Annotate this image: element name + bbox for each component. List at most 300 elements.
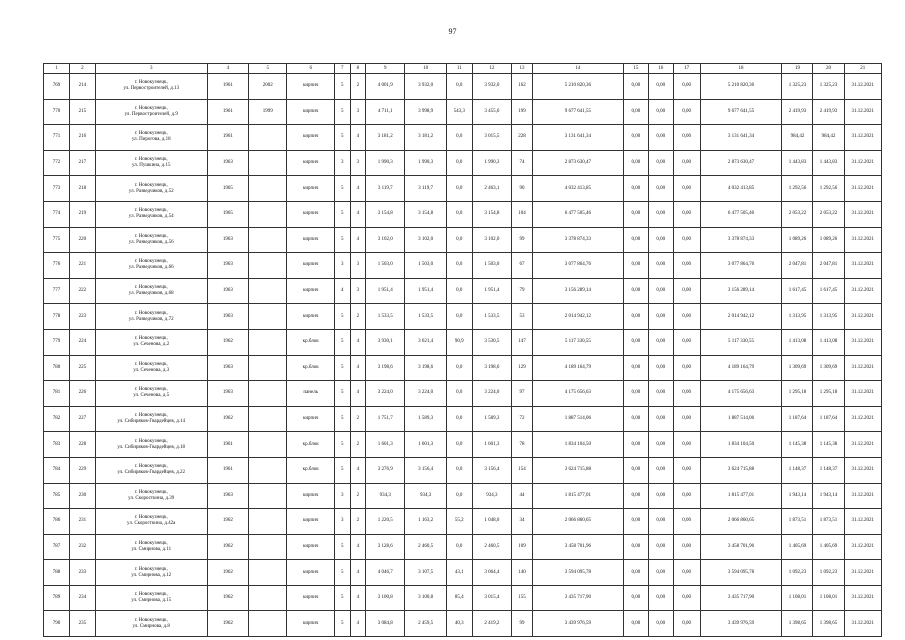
cell-year2 — [249, 483, 287, 509]
cell-area-priv: 3 102,0 — [472, 227, 511, 253]
cell-id: 216 — [69, 125, 95, 151]
table-body — [44, 74, 882, 637]
table-row — [44, 304, 882, 330]
cell-entrances: 2 — [350, 509, 366, 535]
cell-cost2: 1 834 104,50 — [700, 432, 782, 458]
cell-residents: 162 — [512, 74, 533, 100]
cell-cost2: 3 077 864,76 — [700, 253, 782, 279]
address-cell — [95, 457, 207, 483]
cell-area-total: 934,3 — [366, 483, 405, 509]
cell-n: 771 — [44, 125, 70, 151]
cell-unit2: 1 943,14 — [813, 483, 844, 509]
cell-date: 31.12.2021 — [844, 560, 881, 586]
table-row — [44, 611, 882, 637]
cell-area-nonres: 0,0 — [446, 457, 472, 483]
cell-area-priv: 3 224,0 — [472, 381, 511, 407]
cell-cost2: 3 435 717,90 — [700, 585, 782, 611]
column-header: 17 — [673, 64, 700, 74]
cell-date: 31.12.2021 — [844, 585, 881, 611]
cell-n: 783 — [44, 432, 70, 458]
address-city: г. Новокузнецк, — [134, 515, 168, 521]
cell-area-res: 3 181,2 — [405, 125, 446, 151]
address-city: г. Новокузнецк, — [134, 285, 168, 291]
cell-c15: 0,00 — [623, 585, 648, 611]
cell-c17: 0,00 — [673, 432, 700, 458]
column-header: 1 — [44, 64, 70, 74]
cell-area-nonres: 0,0 — [446, 125, 472, 151]
cell-date: 31.12.2021 — [844, 278, 881, 304]
address-street: ул. Пушкина, д.15 — [131, 163, 171, 169]
cell-unit2: 984,42 — [813, 125, 844, 151]
table-row — [44, 381, 882, 407]
cell-area-priv: 1 601,3 — [472, 432, 511, 458]
cell-c16: 0,00 — [648, 355, 673, 381]
cell-area-res: 1 601,3 — [405, 432, 446, 458]
address-street: ул. Смирнова, д.8 — [132, 623, 170, 629]
cell-entrances: 2 — [350, 432, 366, 458]
cell-n: 779 — [44, 329, 70, 355]
address-street: ул. Смирнова, д.12 — [131, 572, 172, 578]
cell-area-nonres: 0,0 — [446, 278, 472, 304]
cell-entrances: 4 — [350, 329, 366, 355]
cell-material: кирпич — [287, 74, 335, 100]
cell-cost2: 3 624 715,88 — [700, 457, 782, 483]
cell-area-priv: 3 455,6 — [472, 99, 511, 125]
cell-floors: 5 — [335, 560, 351, 586]
cell-c17: 0,00 — [673, 278, 700, 304]
cell-unit2: 1 325,23 — [813, 74, 844, 100]
cell-c17: 0,00 — [673, 509, 700, 535]
cell-area-res: 3 102,0 — [405, 227, 446, 253]
cell-area-priv: 3 015,4 — [472, 585, 511, 611]
cell-n: 789 — [44, 585, 70, 611]
address-city: г. Новокузнецк, — [134, 464, 168, 470]
cell-unit2: 1 405,69 — [813, 534, 844, 560]
cell-cost: 4 032 413,85 — [532, 176, 623, 202]
cell-area-res: 3 932,0 — [405, 74, 446, 100]
cell-year: 1962 — [207, 534, 248, 560]
cell-area-res: 3 156,4 — [405, 457, 446, 483]
cell-id: 234 — [69, 585, 95, 611]
cell-date: 31.12.2021 — [844, 176, 881, 202]
cell-year2 — [249, 304, 287, 330]
cell-id: 218 — [69, 176, 95, 202]
cell-unit2: 1 295,18 — [813, 381, 844, 407]
cell-area-priv: 3 198,6 — [472, 355, 511, 381]
cell-area-res: 1 990,3 — [405, 150, 446, 176]
cell-area-total: 1 503,0 — [366, 253, 405, 279]
cell-c17: 0,00 — [673, 611, 700, 637]
cell-year2 — [249, 509, 287, 535]
cell-unit2: 2 053,22 — [813, 201, 844, 227]
address-cell — [95, 304, 207, 330]
cell-n: 773 — [44, 176, 70, 202]
column-header: 21 — [844, 64, 881, 74]
cell-residents: 228 — [512, 125, 533, 151]
cell-cost: 2 066 860,65 — [532, 509, 623, 535]
page-number: 97 — [448, 27, 457, 36]
table-row — [44, 457, 882, 483]
column-header: 4 — [207, 64, 248, 74]
cell-area-nonres: 90,9 — [446, 329, 472, 355]
cell-unit2: 1 313,95 — [813, 304, 844, 330]
address-street: ул. Скоросткина, д.39 — [128, 495, 175, 501]
cell-unit2: 1 108,01 — [813, 585, 844, 611]
cell-unit: 1 313,95 — [782, 304, 813, 330]
cell-year: 1962 — [207, 585, 248, 611]
cell-c16: 0,00 — [648, 611, 673, 637]
cell-residents: 140 — [512, 560, 533, 586]
cell-area-priv: 1 589,3 — [472, 406, 511, 432]
address-cell — [95, 406, 207, 432]
cell-c15: 0,00 — [623, 432, 648, 458]
cell-unit: 1 092,23 — [782, 560, 813, 586]
cell-material: кр.блок — [287, 355, 335, 381]
cell-cost2: 3 594 095,78 — [700, 560, 782, 586]
cell-entrances: 4 — [350, 381, 366, 407]
address-street: ул. Скоросткина, д.42а — [127, 521, 176, 527]
cell-residents: 199 — [512, 99, 533, 125]
cell-id: 220 — [69, 227, 95, 253]
cell-id: 232 — [69, 534, 95, 560]
cell-n: 781 — [44, 381, 70, 407]
cell-unit: 1 292,56 — [782, 176, 813, 202]
cell-year: 1965 — [207, 176, 248, 202]
cell-id: 222 — [69, 278, 95, 304]
address-street: ул. Сибиряков-Гвардейцев, д.14 — [117, 419, 186, 425]
cell-residents: 34 — [512, 509, 533, 535]
cell-c16: 0,00 — [648, 560, 673, 586]
cell-material: панель — [287, 381, 335, 407]
cell-id: 214 — [69, 74, 95, 100]
cell-area-res: 3 198,6 — [405, 355, 446, 381]
cell-area-total: 3 102,0 — [366, 227, 405, 253]
cell-area-nonres: 0,0 — [446, 227, 472, 253]
cell-c16: 0,00 — [648, 406, 673, 432]
address-cell — [95, 176, 207, 202]
cell-year2 — [249, 560, 287, 586]
address-street: ул. Разведчиков, д.54 — [128, 214, 174, 220]
table-row — [44, 253, 882, 279]
column-header: 5 — [249, 64, 287, 74]
cell-c17: 0,00 — [673, 534, 700, 560]
cell-c15: 0,00 — [623, 457, 648, 483]
cell-area-total: 3 119,7 — [366, 176, 405, 202]
cell-year2: 2002 — [249, 74, 287, 100]
cell-floors: 5 — [335, 74, 351, 100]
cell-c17: 0,00 — [673, 201, 700, 227]
column-header: 8 — [350, 64, 366, 74]
cell-area-total: 4 001,9 — [366, 74, 405, 100]
cell-residents: 104 — [512, 201, 533, 227]
cell-id: 224 — [69, 329, 95, 355]
cell-cost2: 5 210 820,36 — [700, 74, 782, 100]
cell-n: 778 — [44, 304, 70, 330]
cell-area-total: 3 154,8 — [366, 201, 405, 227]
cell-c17: 0,00 — [673, 125, 700, 151]
column-header: 6 — [287, 64, 335, 74]
cell-area-total: 3 181,2 — [366, 125, 405, 151]
cell-material: кр.блок — [287, 329, 335, 355]
cell-floors: 3 — [335, 509, 351, 535]
cell-residents: 155 — [512, 585, 533, 611]
address-cell — [95, 125, 207, 151]
cell-area-res: 3 119,7 — [405, 176, 446, 202]
cell-residents: 99 — [512, 611, 533, 637]
cell-entrances: 3 — [350, 253, 366, 279]
cell-c17: 0,00 — [673, 381, 700, 407]
cell-year: 1962 — [207, 560, 248, 586]
cell-material: кирпич — [287, 176, 335, 202]
cell-floors: 5 — [335, 611, 351, 637]
cell-year2 — [249, 176, 287, 202]
cell-cost2: 2 014 942,12 — [700, 304, 782, 330]
cell-unit2: 2 047,81 — [813, 253, 844, 279]
cell-unit2: 1 309,69 — [813, 355, 844, 381]
cell-c15: 0,00 — [623, 74, 648, 100]
cell-id: 225 — [69, 355, 95, 381]
address-street: ул. Смирнова, д.11 — [131, 546, 172, 552]
cell-cost2: 1 815 477,01 — [700, 483, 782, 509]
cell-cost: 2 014 942,12 — [532, 304, 623, 330]
cell-cost2: 6 477 505,46 — [700, 201, 782, 227]
cell-area-priv: 1 951,4 — [472, 278, 511, 304]
cell-area-total: 3 100,8 — [366, 585, 405, 611]
cell-entrances: 2 — [350, 406, 366, 432]
table-row — [44, 509, 882, 535]
cell-floors: 3 — [335, 253, 351, 279]
cell-residents: 74 — [512, 150, 533, 176]
cell-entrances: 4 — [350, 176, 366, 202]
cell-unit: 1 873,51 — [782, 509, 813, 535]
cell-area-res: 1 589,3 — [405, 406, 446, 432]
cell-residents: 147 — [512, 329, 533, 355]
cell-c15: 0,00 — [623, 355, 648, 381]
cell-n: 775 — [44, 227, 70, 253]
column-header: 3 — [95, 64, 207, 74]
cell-c15: 0,00 — [623, 304, 648, 330]
column-number-row — [44, 64, 882, 74]
cell-area-priv: 934,3 — [472, 483, 511, 509]
address-cell — [95, 432, 207, 458]
address-street: ул. Смирнова, д.15 — [131, 598, 172, 604]
cell-unit2: 1 398,65 — [813, 611, 844, 637]
cell-floors: 4 — [335, 278, 351, 304]
cell-c17: 0,00 — [673, 355, 700, 381]
cell-entrances: 4 — [350, 125, 366, 151]
cell-n: 782 — [44, 406, 70, 432]
cell-cost: 3 624 715,88 — [532, 457, 623, 483]
cell-entrances: 4 — [350, 534, 366, 560]
cell-date: 31.12.2021 — [844, 227, 881, 253]
cell-year: 1965 — [207, 201, 248, 227]
cell-date: 31.12.2021 — [844, 381, 881, 407]
cell-material: кирпич — [287, 585, 335, 611]
cell-n: 784 — [44, 457, 70, 483]
cell-cost: 3 435 717,90 — [532, 585, 623, 611]
column-header: 18 — [700, 64, 782, 74]
cell-unit: 1 398,65 — [782, 611, 813, 637]
cell-c16: 0,00 — [648, 457, 673, 483]
cell-floors: 5 — [335, 201, 351, 227]
cell-area-total: 1 751,7 — [366, 406, 405, 432]
cell-unit2: 2 419,93 — [813, 99, 844, 125]
cell-year: 1961 — [207, 125, 248, 151]
cell-cost: 1 887 514,06 — [532, 406, 623, 432]
cell-year: 1963 — [207, 253, 248, 279]
cell-unit: 984,42 — [782, 125, 813, 151]
column-header: 15 — [623, 64, 648, 74]
cell-area-nonres: 0,0 — [446, 534, 472, 560]
cell-c16: 0,00 — [648, 227, 673, 253]
cell-area-priv: 2 419,2 — [472, 611, 511, 637]
address-city: г. Новокузнецк, — [134, 233, 168, 239]
cell-c15: 0,00 — [623, 227, 648, 253]
cell-year2 — [249, 585, 287, 611]
cell-residents: 67 — [512, 253, 533, 279]
cell-area-total: 1 601,3 — [366, 432, 405, 458]
cell-id: 229 — [69, 457, 95, 483]
cell-year2 — [249, 201, 287, 227]
cell-area-total: 3 276,9 — [366, 457, 405, 483]
cell-floors: 5 — [335, 176, 351, 202]
cell-n: 774 — [44, 201, 70, 227]
table-row — [44, 432, 882, 458]
cell-area-total: 1 220,5 — [366, 509, 405, 535]
cell-entrances: 4 — [350, 355, 366, 381]
cell-area-nonres: 0,0 — [446, 483, 472, 509]
cell-c17: 0,00 — [673, 74, 700, 100]
cell-area-total: 3 128,6 — [366, 534, 405, 560]
cell-material: кирпич — [287, 253, 335, 279]
cell-cost2: 2 873 630,47 — [700, 150, 782, 176]
address-city: г. Новокузнецк, — [134, 157, 168, 163]
address-cell — [95, 534, 207, 560]
cell-n: 777 — [44, 278, 70, 304]
cell-date: 31.12.2021 — [844, 74, 881, 100]
cell-c17: 0,00 — [673, 304, 700, 330]
cell-c16: 0,00 — [648, 483, 673, 509]
cell-residents: 79 — [512, 278, 533, 304]
cell-unit2: 1 292,56 — [813, 176, 844, 202]
address-cell — [95, 381, 207, 407]
table-row — [44, 355, 882, 381]
address-street: ул. Разведчиков, д.68 — [128, 291, 174, 297]
cell-material: кр.блок — [287, 432, 335, 458]
column-header: 16 — [648, 64, 673, 74]
cell-unit: 1 295,18 — [782, 381, 813, 407]
cell-unit: 1 187,64 — [782, 406, 813, 432]
cell-n: 786 — [44, 509, 70, 535]
cell-cost: 3 458 701,96 — [532, 534, 623, 560]
cell-residents: 90 — [512, 176, 533, 202]
cell-cost: 4 189 164,79 — [532, 355, 623, 381]
cell-c16: 0,00 — [648, 381, 673, 407]
cell-material: кирпич — [287, 201, 335, 227]
cell-c17: 0,00 — [673, 585, 700, 611]
address-street: ул. Сеченова, д.5 — [133, 393, 170, 399]
table-row — [44, 329, 882, 355]
cell-area-priv: 3 156,4 — [472, 457, 511, 483]
cell-unit2: 1 145,38 — [813, 432, 844, 458]
cell-c16: 0,00 — [648, 304, 673, 330]
cell-area-res: 3 224,0 — [405, 381, 446, 407]
address-cell — [95, 560, 207, 586]
address-city: г. Новокузнецк, — [134, 413, 168, 419]
cell-cost: 3 378 874,33 — [532, 227, 623, 253]
cell-year: 1963 — [207, 381, 248, 407]
address-city: г. Новокузнецк, — [134, 592, 168, 598]
address-cell — [95, 253, 207, 279]
cell-entrances: 3 — [350, 99, 366, 125]
cell-id: 223 — [69, 304, 95, 330]
cell-date: 31.12.2021 — [844, 611, 881, 637]
cell-c16: 0,00 — [648, 534, 673, 560]
cell-c15: 0,00 — [623, 99, 648, 125]
cell-c16: 0,00 — [648, 176, 673, 202]
cell-c17: 0,00 — [673, 406, 700, 432]
cell-year2 — [249, 355, 287, 381]
cell-area-priv: 3 154,8 — [472, 201, 511, 227]
cell-cost2: 3 156 289,14 — [700, 278, 782, 304]
cell-c15: 0,00 — [623, 125, 648, 151]
cell-unit: 1 413,08 — [782, 329, 813, 355]
cell-entrances: 4 — [350, 560, 366, 586]
cell-c16: 0,00 — [648, 509, 673, 535]
cell-residents: 44 — [512, 483, 533, 509]
cell-c16: 0,00 — [648, 253, 673, 279]
address-city: г. Новокузнецк, — [134, 105, 168, 111]
cell-area-res: 934,3 — [405, 483, 446, 509]
address-street: ул. Сибиряков-Гвардейцев, д.22 — [117, 470, 186, 476]
cell-cost2: 4 175 656,63 — [700, 381, 782, 407]
cell-area-nonres: 55,2 — [446, 509, 472, 535]
cell-area-nonres: 0,0 — [446, 406, 472, 432]
table-row — [44, 585, 882, 611]
cell-entrances: 2 — [350, 304, 366, 330]
cell-c15: 0,00 — [623, 150, 648, 176]
cell-c15: 0,00 — [623, 381, 648, 407]
address-cell — [95, 74, 207, 100]
cell-cost: 6 477 505,46 — [532, 201, 623, 227]
cell-entrances: 2 — [350, 74, 366, 100]
cell-year: 1963 — [207, 227, 248, 253]
cell-id: 233 — [69, 560, 95, 586]
cell-date: 31.12.2021 — [844, 432, 881, 458]
table-row — [44, 227, 882, 253]
address-cell — [95, 611, 207, 637]
cell-material: кр.блок — [287, 457, 335, 483]
cell-c15: 0,00 — [623, 278, 648, 304]
cell-c17: 0,00 — [673, 99, 700, 125]
column-header: 10 — [405, 64, 446, 74]
cell-area-res: 3 107,5 — [405, 560, 446, 586]
cell-year: 1962 — [207, 611, 248, 637]
cell-entrances: 4 — [350, 585, 366, 611]
cell-id: 221 — [69, 253, 95, 279]
cell-area-priv: 2 460,5 — [472, 534, 511, 560]
cell-date: 31.12.2021 — [844, 483, 881, 509]
cell-floors: 5 — [335, 457, 351, 483]
cell-area-res: 1 951,4 — [405, 278, 446, 304]
cell-cost2: 3 458 701,96 — [700, 534, 782, 560]
table-row — [44, 201, 882, 227]
cell-c17: 0,00 — [673, 560, 700, 586]
cell-n: 788 — [44, 560, 70, 586]
address-city: г. Новокузнецк, — [134, 259, 168, 265]
cell-year: 1961 — [207, 74, 248, 100]
cell-area-res: 3 100,8 — [405, 585, 446, 611]
